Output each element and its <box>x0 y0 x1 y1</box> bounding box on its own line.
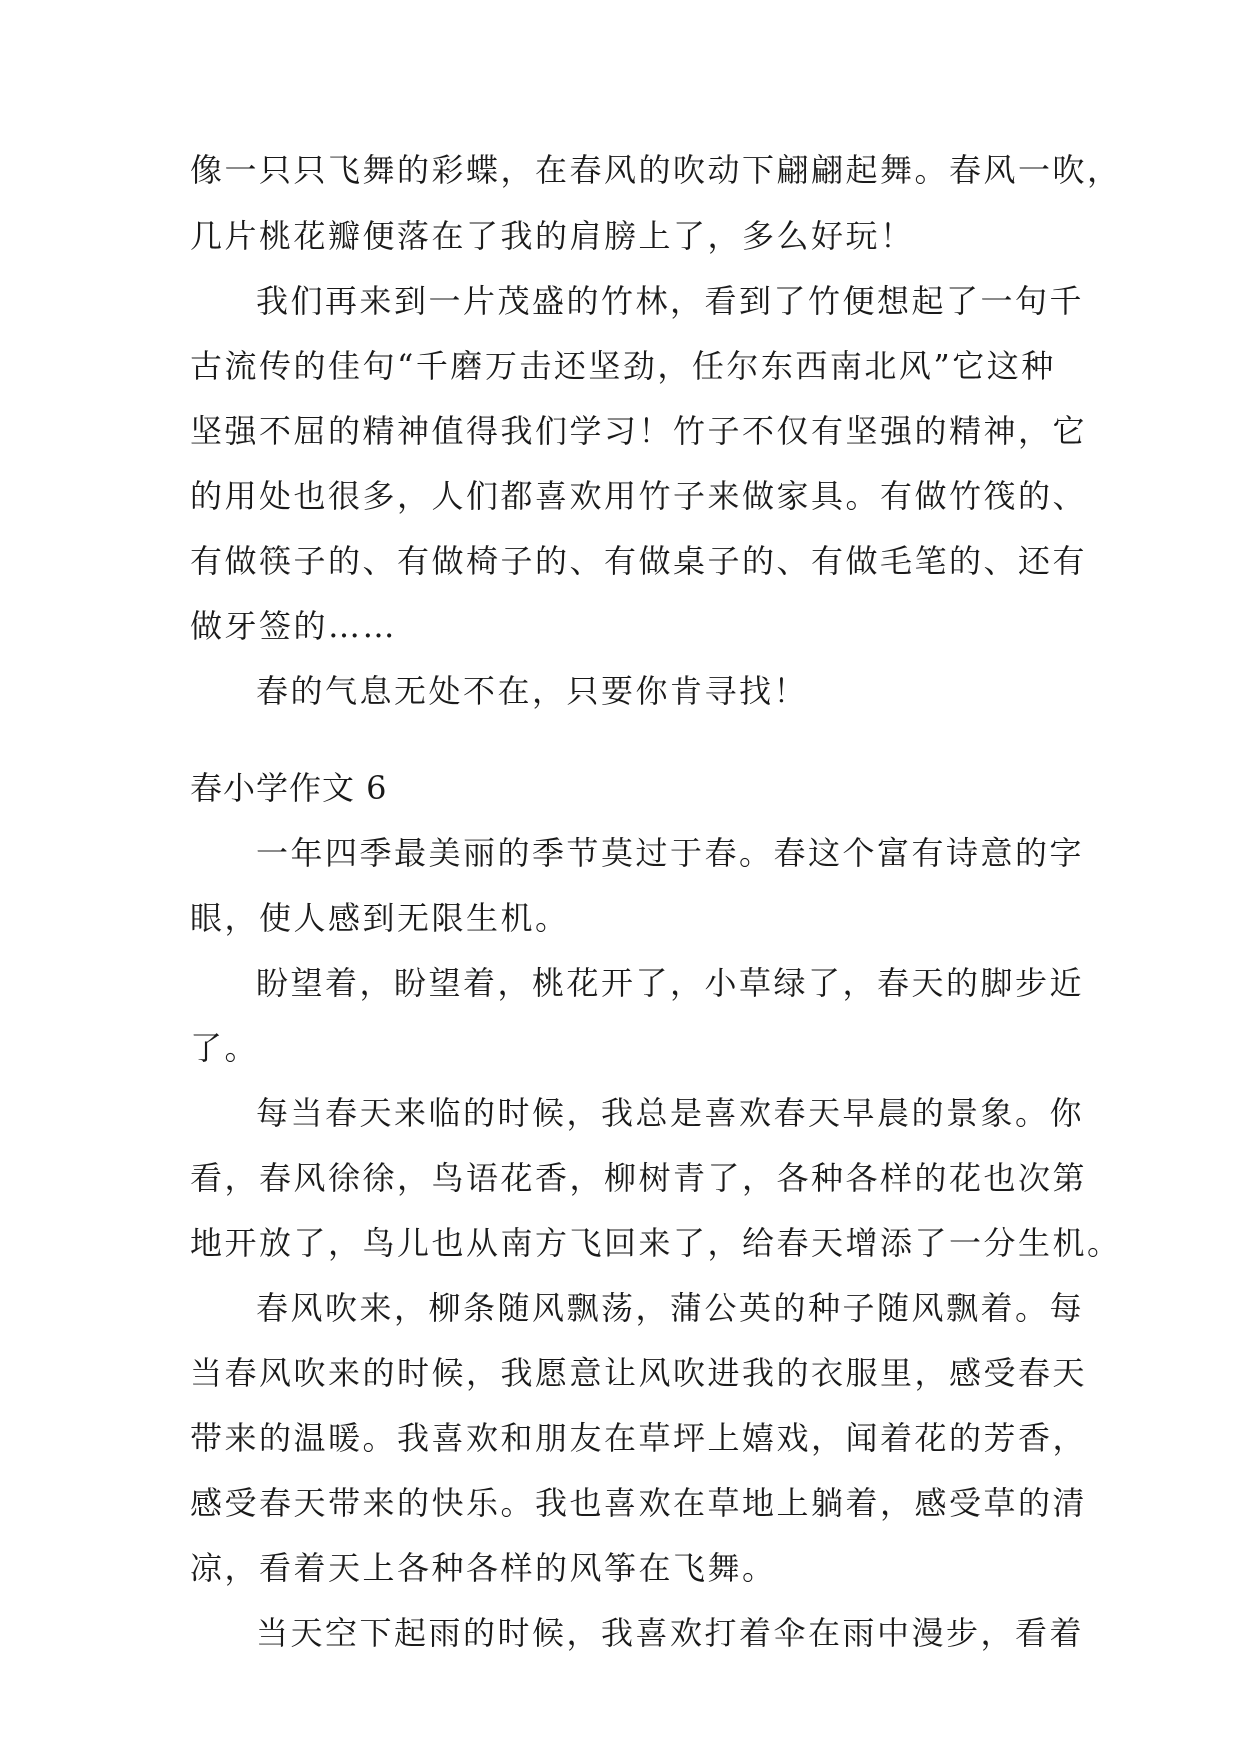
text-line: 的用处也很多，人们都喜欢用竹子来做家具。有做竹筏的、 <box>190 477 1088 515</box>
text-line: 春风吹来，柳条随风飘荡，蒲公英的种子随风飘着。每 <box>256 1289 1085 1327</box>
text-line: 地开放了，鸟儿也从南方飞回来了，给春天增添了一分生机。 <box>190 1224 1122 1262</box>
text-line: 感受春天带来的快乐。我也喜欢在草地上躺着，感受草的清 <box>190 1484 1088 1522</box>
section-title: 春小学作文 6 <box>190 769 388 807</box>
text-line: 看，春风徐徐，鸟语花香，柳树青了，各种各样的花也次第 <box>190 1159 1088 1197</box>
text-line: 凉，看着天上各种各样的风筝在飞舞。 <box>190 1549 777 1587</box>
text-line: 春的气息无处不在，只要你肯寻找！ <box>256 672 809 710</box>
text-line: 古流传的佳句“千磨万击还坚劲，任尔东西南北风”它这种 <box>190 347 1056 385</box>
text-line: 带来的温暖。我喜欢和朋友在草坪上嬉戏，闻着花的芳香， <box>190 1419 1088 1457</box>
text-line: 当天空下起雨的时候，我喜欢打着伞在雨中漫步，看着 <box>256 1614 1085 1652</box>
text-line: 眼，使人感到无限生机。 <box>190 899 570 937</box>
text-line: 盼望着，盼望着，桃花开了，小草绿了，春天的脚步近 <box>256 964 1085 1002</box>
text-line: 像一只只飞舞的彩蝶，在春风的吹动下翩翩起舞。春风一吹， <box>190 151 1122 189</box>
text-line: 我们再来到一片茂盛的竹林，看到了竹便想起了一句千 <box>256 282 1085 320</box>
text-line: 做牙签的…… <box>190 607 398 645</box>
text-line: 一年四季最美丽的季节莫过于春。春这个富有诗意的字 <box>256 834 1085 872</box>
text-line: 每当春天来临的时候，我总是喜欢春天早晨的景象。你 <box>256 1094 1085 1132</box>
text-line: 几片桃花瓣便落在了我的肩膀上了，多么好玩！ <box>190 217 915 255</box>
text-line: 了。 <box>190 1029 260 1067</box>
text-line: 当春风吹来的时候，我愿意让风吹进我的衣服里，感受春天 <box>190 1354 1088 1392</box>
text-line: 有做筷子的、有做椅子的、有做桌子的、有做毛笔的、还有 <box>190 542 1088 580</box>
text-line: 坚强不屈的精神值得我们学习！竹子不仅有坚强的精神，它 <box>190 412 1088 450</box>
